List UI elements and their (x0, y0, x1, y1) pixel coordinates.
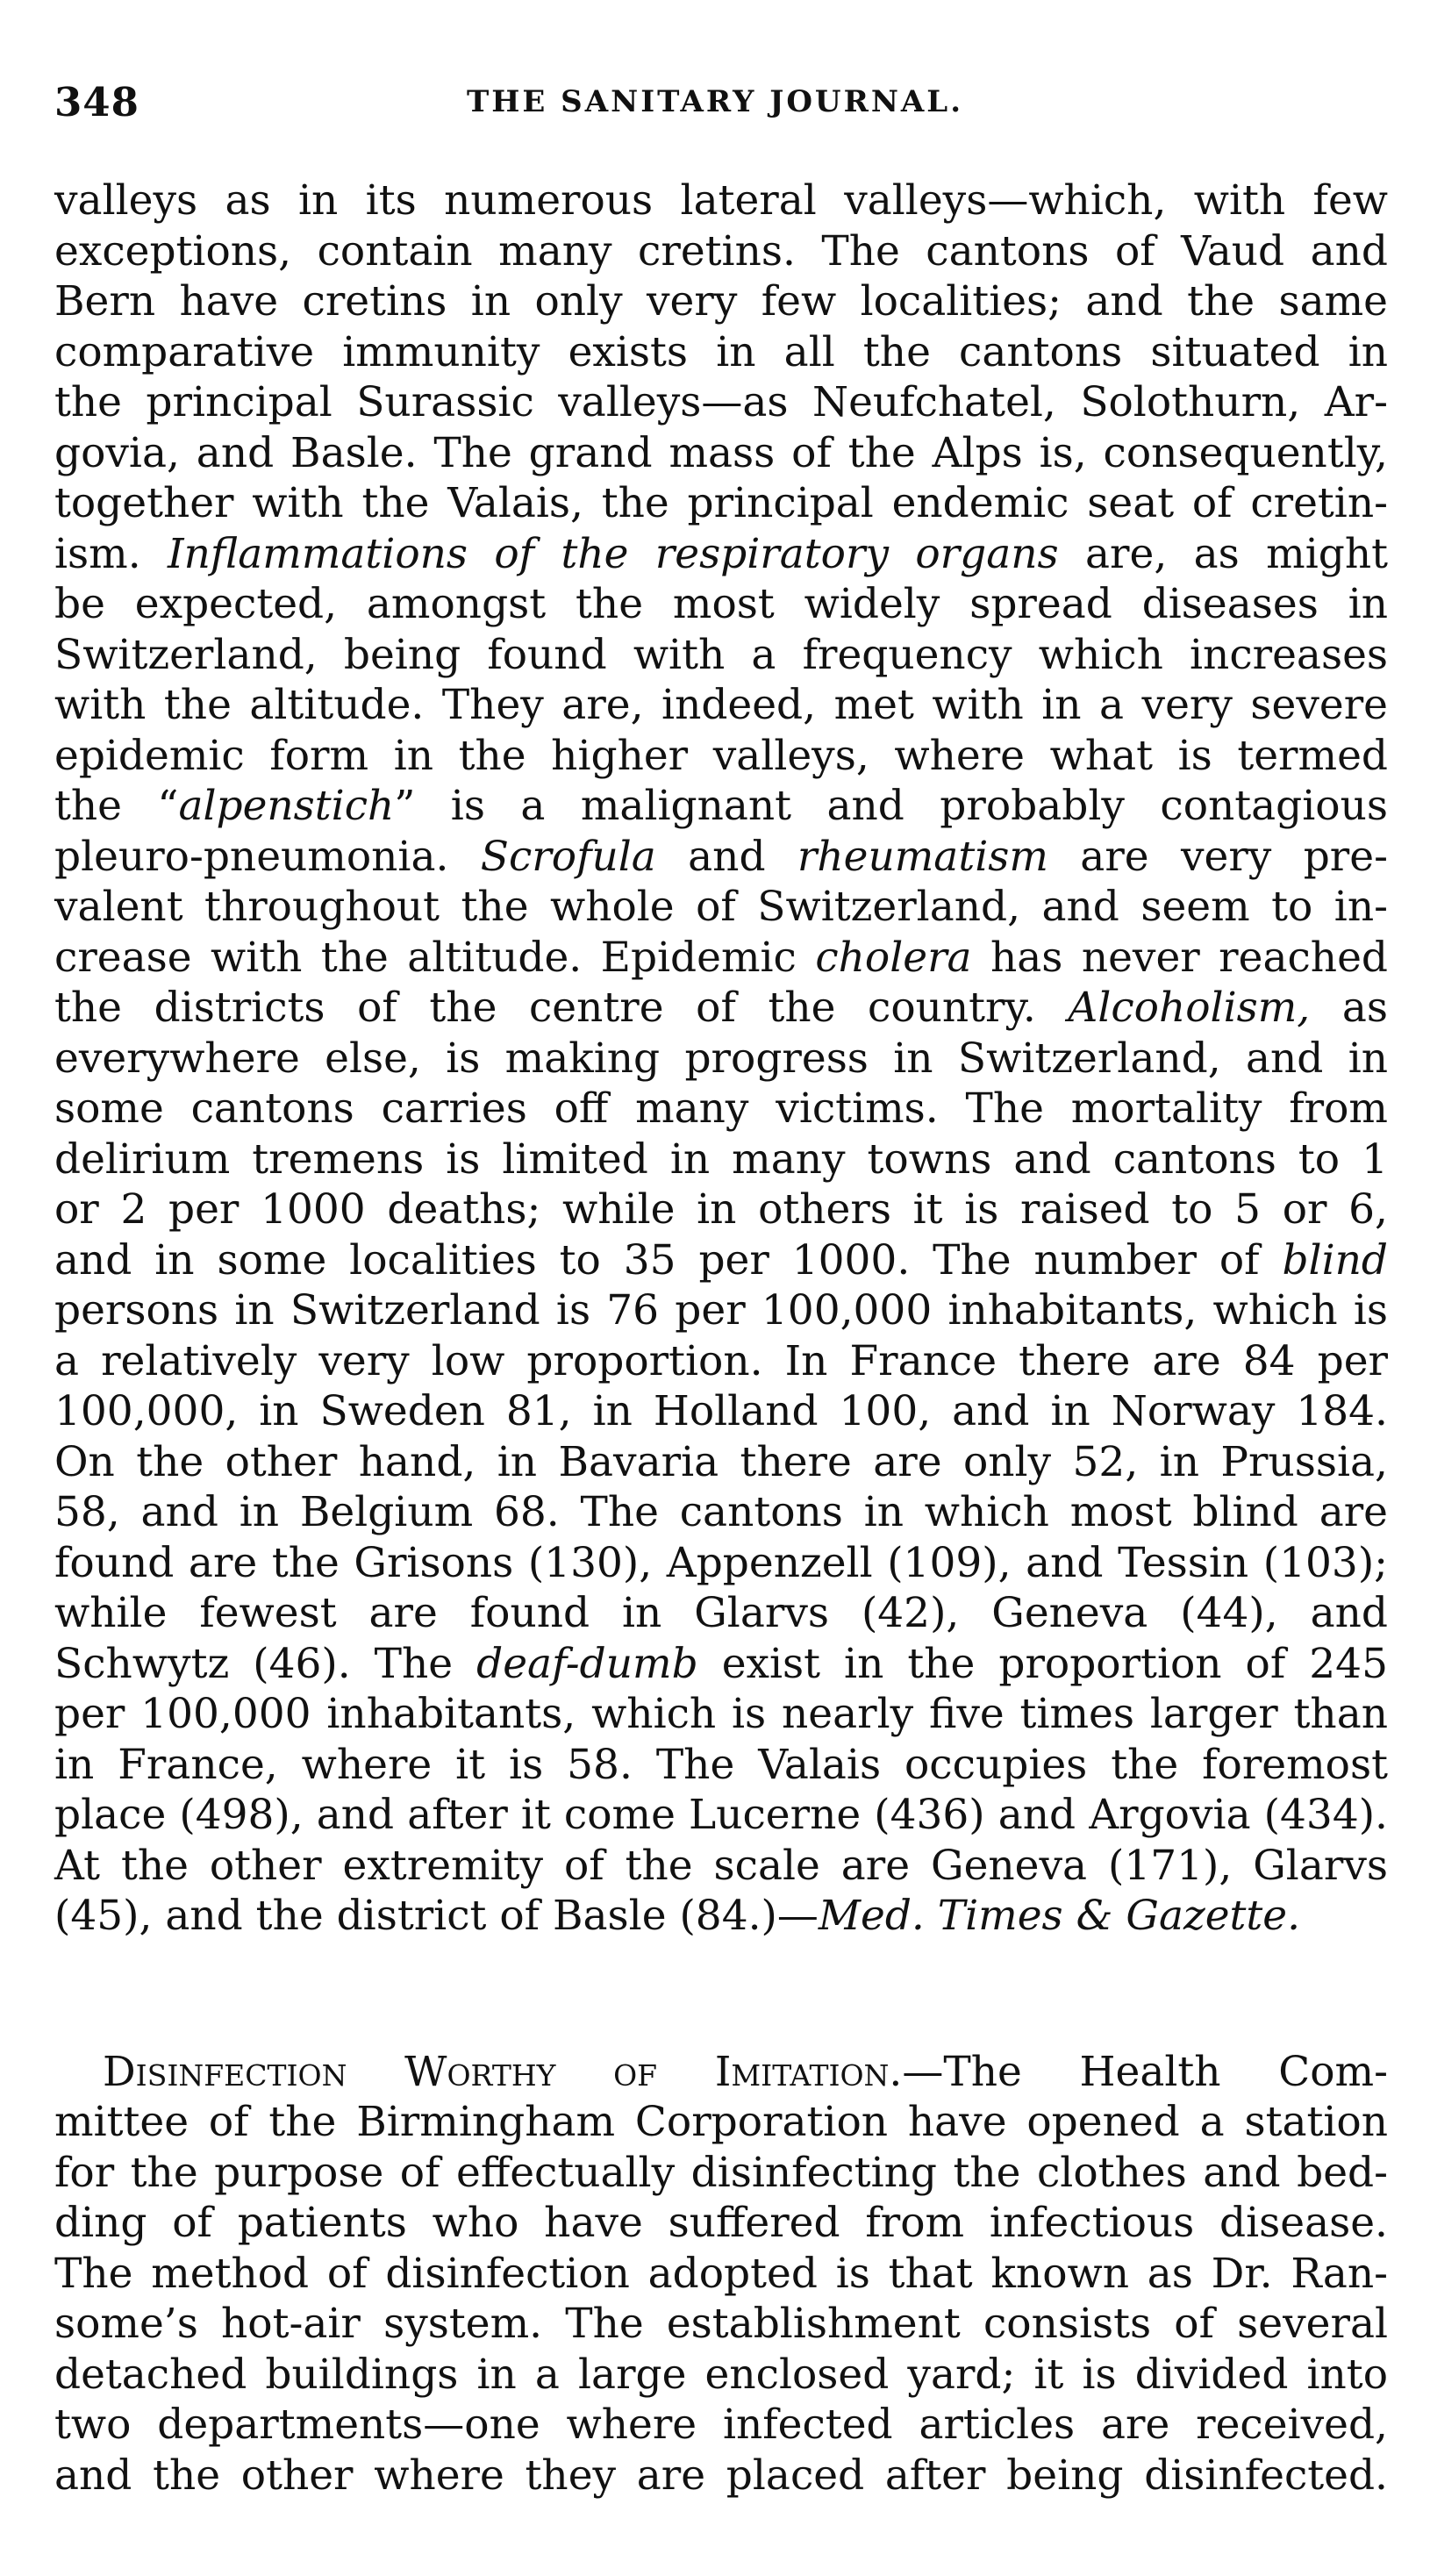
journal-page (54, 53, 1389, 2500)
text-line: pleuro-pneumonia. Scrofula and rheumatism are very pre- (54, 832, 1388, 881)
text-line: ding of patients who have suffered from infectious disease. (54, 2199, 1388, 2247)
text-line: Schwytz (46). The deaf-dumb exist in the proportion of 245 (54, 1639, 1388, 1688)
text-line: comparative immunity exists in all the cantons situated in (54, 327, 1388, 376)
text-line: or 2 per 1000 deaths; while in others it is raised to 5 or 6, (54, 1185, 1388, 1234)
text-line: persons in Switzerland is 76 per 100,000 inhabitants, which is (54, 1286, 1388, 1335)
text-line: (45), and the district of Basle (84.)—Med. Times & Gazette. (54, 1892, 1301, 1940)
text-line: place (498), and after it come Lucerne (436) and Argovia (434). (54, 1791, 1388, 1839)
text-line: some cantons carries off many victims. The mortality from (54, 1084, 1388, 1133)
text-line: valleys as in its numerous lateral valleys—which, with few (54, 176, 1388, 225)
text-line: valent throughout the whole of Switzerland, and seem to in- (54, 883, 1388, 931)
text-line: the “alpenstich” is a malignant and probably contagious (54, 782, 1388, 830)
text-line: while fewest are found in Glarvs (42), Geneva (44), and (54, 1589, 1388, 1637)
article-body (54, 175, 1388, 2501)
text-line: a relatively very low proportion. In France there are 84 per (54, 1336, 1388, 1385)
text-line: At the other extremity of the scale are Geneva (171), Glarvs (54, 1841, 1388, 1890)
running-title: THE SANITARY JOURNAL. (467, 84, 964, 119)
text-line: some’s hot-air system. The establishment consists of several (54, 2300, 1388, 2348)
text-line: crease with the altitude. Epidemic cholera has never reached (54, 933, 1388, 982)
text-line: 58, and in Belgium 68. The cantons in which most blind are (54, 1488, 1388, 1536)
text-line: everywhere else, is making progress in Switzerland, and in (54, 1034, 1388, 1083)
text-line: Bern have cretins in only very few localities; and the same (54, 277, 1388, 326)
text-line: found are the Grisons (130), Appenzell (109), and Tessin (103); (54, 1538, 1388, 1587)
source-citation: Med. Times & Gazette. (818, 1892, 1301, 1940)
text-line: ism. Inflammations of the respiratory organs are, as might (54, 529, 1388, 578)
text-line: the districts of the centre of the country. Alcoholism, as (54, 984, 1388, 1032)
text-line: be expected, amongst the most widely spread diseases in (54, 580, 1388, 628)
text-line: On the other hand, in Bavaria there are only 52, in Prussia, (54, 1437, 1388, 1486)
page-number: 348 (54, 79, 139, 125)
text-line: exceptions, contain many cretins. The cantons of Vaud and (54, 226, 1388, 275)
text-line: for the purpose of effectually disinfecting the clothes and bed- (54, 2148, 1388, 2197)
text-line: in France, where it is 58. The Valais occupies the foremost (54, 1740, 1388, 1789)
text-line: epidemic form in the higher valleys, where what is termed (54, 731, 1388, 780)
text-line: the principal Surassic valleys—as Neufchatel, Solothurn, Ar- (54, 378, 1388, 426)
text-line: delirium tremens is limited in many towns and cantons to 1 (54, 1134, 1388, 1184)
text-line: together with the Valais, the principal endemic seat of cretin- (54, 479, 1388, 527)
text-line: 100,000, in Sweden 81, in Holland 100, and in Norway 184. (54, 1387, 1388, 1435)
text-line: and the other where they are placed after being disinfected. (54, 2451, 1388, 2500)
text-line: govia, and Basle. The grand mass of the Alps is, consequently, (54, 428, 1388, 477)
paragraph-switzerland-diseases (54, 175, 1388, 1942)
text-line: and in some localities to 35 per 1000. The number of blind (54, 1235, 1388, 1284)
text-line: Disinfection Worthy of Imitation.—The Health Com- (103, 2047, 1389, 2096)
text-line: mittee of the Birmingham Corporation have opened a station (54, 2098, 1388, 2146)
page-header (54, 53, 1388, 125)
text-line: two departments—one where infected articles are received, (54, 2401, 1388, 2449)
paragraph-gap (54, 1942, 1388, 2047)
text-line: per 100,000 inhabitants, which is nearly five times larger than (54, 1690, 1388, 1738)
paragraph-disinfection (54, 2047, 1388, 2501)
text-line: with the altitude. They are, indeed, met with in a very severe (54, 681, 1388, 729)
text-line: Switzerland, being found with a frequency which increases (54, 630, 1388, 679)
text-line: detached buildings in a large enclosed yard; it is divided into (54, 2350, 1388, 2399)
section-heading: Disinfection Worthy of Imitation. (103, 2047, 903, 2096)
text-line: The method of disinfection adopted is that known as Dr. Ran- (54, 2249, 1388, 2298)
